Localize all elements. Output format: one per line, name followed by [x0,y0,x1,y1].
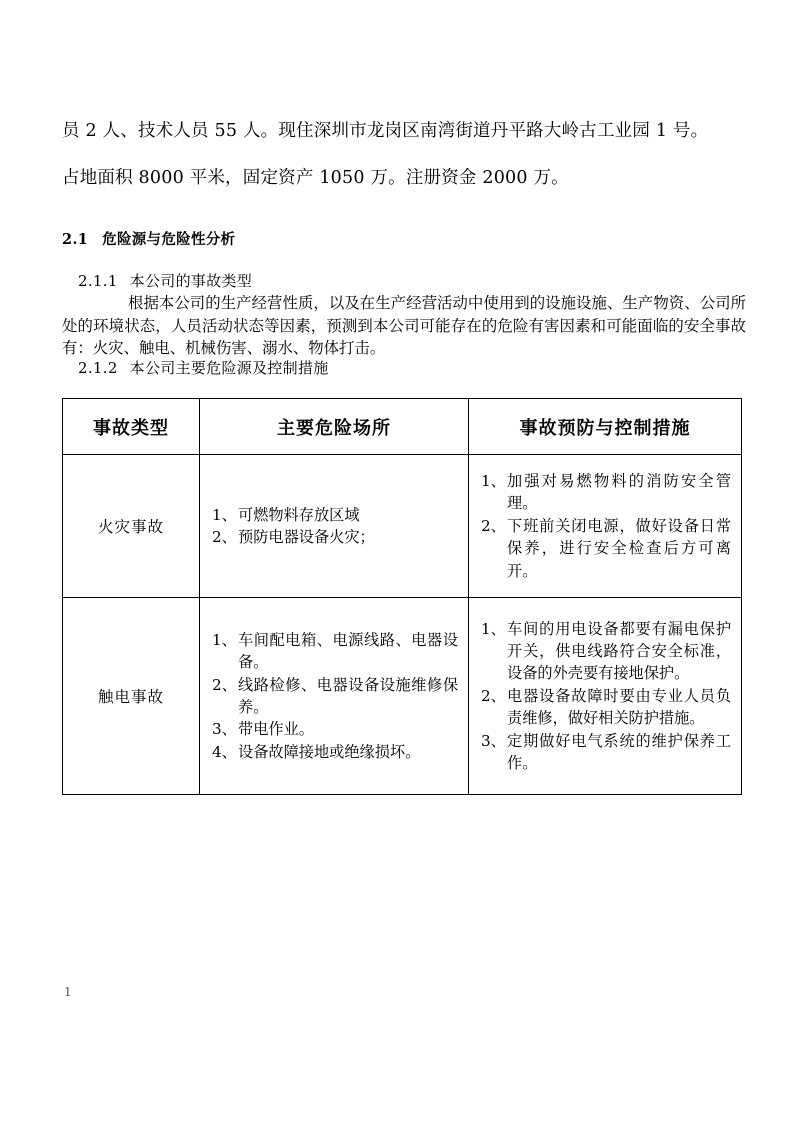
list-text: 车间配电箱、电源线路、电器设备。 [238,630,458,672]
heading-2-1-title: 危险源与危险性分析 [102,231,236,248]
list-marker: 1、 [212,630,237,649]
list-item [212,526,458,548]
cell-control-measures [469,455,742,598]
intro-line-1: 员 2 人、技术人员 55 人。现住深圳市龙岗区南湾街道丹平路大岭古工业园 1 号。 [62,121,709,141]
hazard-places-list [200,629,468,763]
list-marker: 2、 [481,686,506,705]
paragraph-accident-types [62,292,746,360]
list-text: 线路检修、电器设备设施维修保养。 [238,675,458,716]
list-marker: 2、 [481,516,506,535]
list-item [212,674,458,719]
page-number: 1 [64,985,72,999]
cell-accident-type: 触电事故 [63,598,200,795]
list-marker: 4、 [212,742,237,761]
list-item [481,470,731,515]
list-marker: 2、 [212,528,237,546]
list-text: 设备故障接地或绝缘损坏。 [238,742,421,761]
list-text: 带电作业。 [238,720,314,739]
intro-paragraph [62,108,746,202]
list-text: 电器设备故障时要由专业人员负责维修，做好相关防护措施。 [507,686,731,728]
heading-2-1-1-title: 本公司的事故类型 [129,272,253,290]
list-item [212,741,458,763]
list-text: 加强对易燃物料的消防安全管理。 [507,471,731,513]
column-header-accident-type: 事故类型 [63,399,200,455]
list-item [212,629,458,674]
list-marker: 2、 [212,675,237,694]
heading-2-1-1 [78,270,252,291]
list-item [212,504,458,526]
cell-control-measures [469,598,742,795]
heading-2-1 [62,228,235,249]
list-text: 预防电器设备火灾； [238,528,375,546]
table-header-row [63,399,742,455]
list-item [481,730,731,775]
heading-2-1-number: 2.1 [62,231,89,248]
heading-2-1-2-title: 本公司主要危险源及控制措施 [129,359,329,377]
list-item [481,685,731,730]
column-header-control-measures: 事故预防与控制措施 [469,399,742,455]
cell-hazard-places [200,598,469,795]
list-item [481,515,731,582]
control-measures-list [469,470,741,582]
cell-accident-type: 火灾事故 [63,455,200,598]
list-text: 下班前关闭电源，做好设备日常保养，进行安全检查后方可离开。 [507,516,731,580]
table-row [63,455,742,598]
heading-2-1-2-number: 2.1.2 [78,359,118,377]
list-item [481,618,731,685]
list-marker: 3、 [481,731,506,750]
list-marker: 3、 [212,720,237,739]
hazard-control-table [62,398,742,795]
paragraph-accident-types-text: 根据本公司的生产经营性质，以及在生产经营活动中使用到的设施设施、生产物资、公司所处的环境状态，人员活动状态等因素，预测到本公司可能存在的危险有害因素和可能面临的安全事故有：火灾、触电、机械伤害、溺水、物体打击。 [62,294,746,357]
heading-2-1-2 [78,357,329,378]
list-marker: 1、 [481,471,506,490]
table-body [63,455,742,795]
control-measures-list [469,618,741,775]
column-header-hazard-places: 主要危险场所 [200,399,469,455]
list-text: 定期做好电气系统的维护保养工作。 [507,731,731,773]
list-text: 可燃物料存放区域 [238,505,360,524]
table-row [63,598,742,795]
heading-2-1-1-number: 2.1.1 [78,272,118,290]
list-marker: 1、 [212,505,237,524]
intro-line-2: 占地面积 8000 平米，固定资产 1050 万。注册资金 2000 万。 [62,168,569,188]
table-header [63,399,742,455]
list-text: 车间的用电设备都要有漏电保护开关，供电线路符合安全标准，设备的外壳要有接地保护。 [507,619,731,683]
list-item [212,718,458,740]
list-marker: 1、 [481,619,506,638]
cell-hazard-places [200,455,469,598]
hazard-places-list [200,504,468,549]
